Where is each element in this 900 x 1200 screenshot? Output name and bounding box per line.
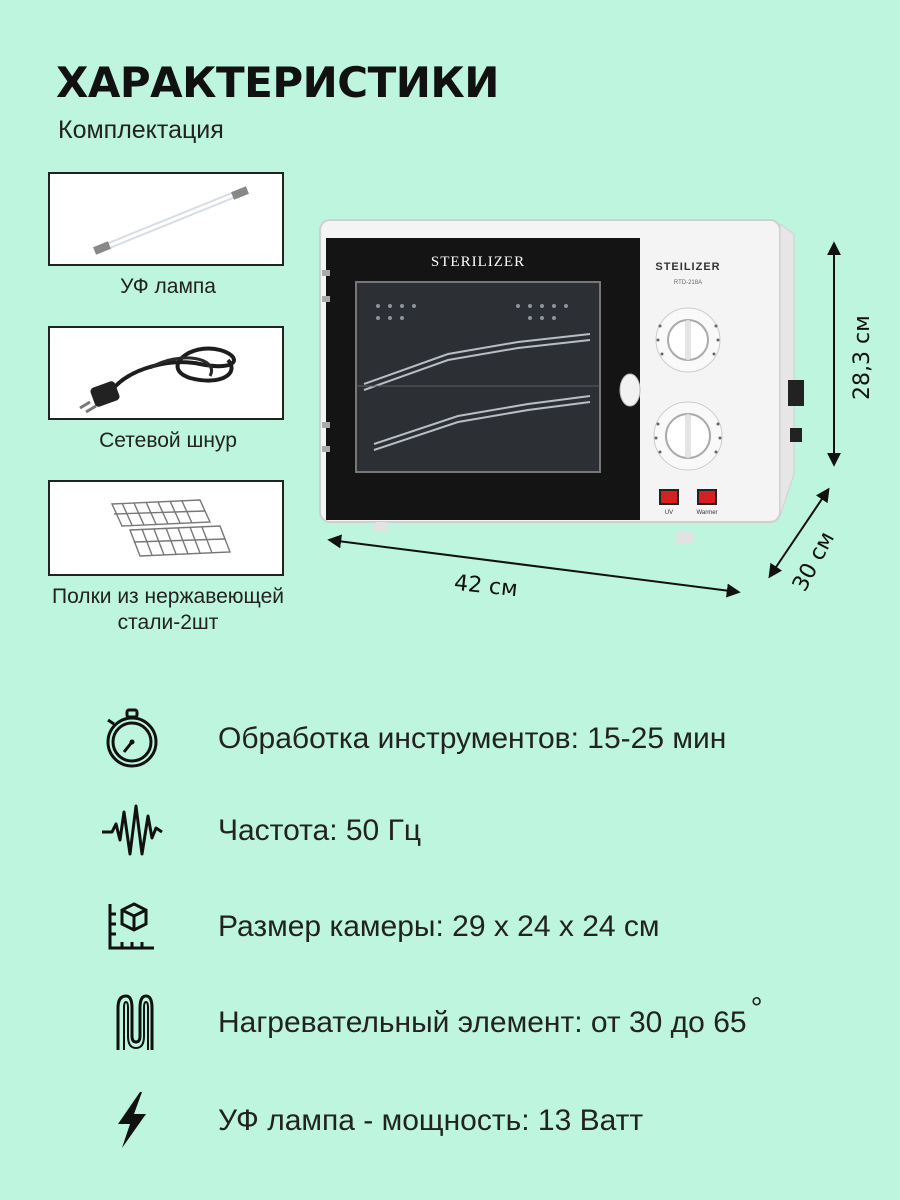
frequency-wave-icon — [100, 798, 164, 862]
uv-switch-label: UV — [664, 510, 674, 516]
lightning-icon — [100, 1088, 164, 1152]
height-dimension-label: 28,3 см — [850, 315, 875, 400]
spec-chamber-size — [100, 894, 880, 964]
width-dimension-label: 42 см — [452, 570, 519, 603]
panel-brand-text: STEILIZER — [655, 261, 721, 273]
page-title: ХАРАКТЕРИСТИКИ — [56, 58, 499, 107]
spec-processing-time — [100, 706, 880, 776]
section-subtitle: Комплектация — [58, 116, 224, 144]
kit-label-shelves: Полки из нержавеющей стали-2шт — [52, 585, 284, 634]
spec-text: Размер камеры: 29 х 24 х 24 см — [218, 910, 660, 943]
warmer-switch-label: Warmer — [696, 510, 718, 516]
depth-dimension-label: 30 см — [788, 527, 840, 596]
door-brand-text: STERILIZER — [430, 254, 526, 270]
spec-heating-element — [100, 990, 880, 1060]
panel-model-text: RTD-218A — [673, 280, 703, 286]
chamber-size-icon — [100, 894, 164, 958]
width-arrow — [330, 540, 738, 592]
spec-text: Обработка инструментов: 15-25 мин — [218, 722, 727, 755]
kit-label-uv-lamp: УФ лампа — [120, 275, 216, 298]
spec-text: УФ лампа - мощность: 13 Ватт — [218, 1104, 644, 1137]
spec-text: Частота: 50 Гц — [218, 814, 421, 847]
kit-label-power-cord: Сетевой шнур — [99, 429, 237, 452]
stopwatch-icon — [100, 706, 164, 770]
spec-uv-power — [100, 1088, 880, 1158]
heating-element-icon — [100, 990, 164, 1054]
spec-frequency — [100, 798, 880, 868]
spec-text — [218, 992, 763, 1040]
spec-heating-text: Нагревательный элемент: от 30 до 65 — [218, 1006, 747, 1039]
degree-symbol: ° — [750, 992, 763, 1025]
